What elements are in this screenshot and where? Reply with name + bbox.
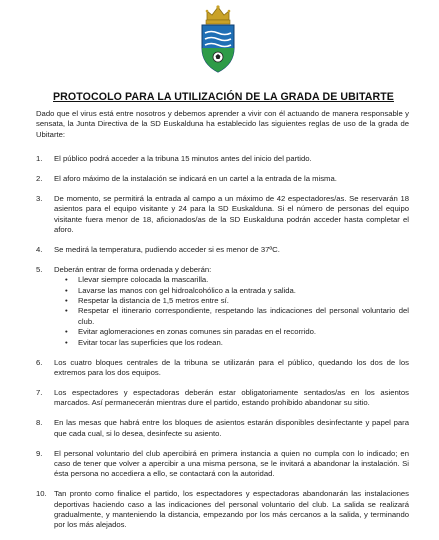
sublist-item: • Llevar siempre colocada la mascarilla. [54, 275, 409, 285]
intro-paragraph: Dado que el virus está entre nosotros y debemos aprender a vivir con él actuando de manera responsable y sensata, la Junta Directiva de la SD Euskalduna ha establecido las siguientes reglas de uso de la grada de Ubitarte: [36, 109, 409, 139]
rule-text: En las mesas que habrá entre los bloques de asientos estarán disponibles desinfectante y papel para que cada cual, si lo desea, desinfecte su asiento. [54, 418, 409, 438]
rule-text: Los cuatro bloques centrales de la tribuna se utilizarán para el público, quedando los dos de los extremos para los dos equipos. [54, 357, 409, 377]
rule-number: 2. [36, 173, 43, 183]
rule-number: 6. [36, 357, 43, 367]
rule-item [36, 418, 409, 439]
rule-item [36, 154, 409, 164]
rule-item [36, 388, 409, 409]
sublist-item: • Lavarse las manos con gel hidroalcohólico a la entrada y salida. [54, 286, 409, 296]
rule-number: 3. [36, 193, 43, 203]
rule-item [36, 265, 409, 348]
rule-sublist [54, 275, 409, 348]
rule-item [36, 245, 409, 255]
rule-item [36, 358, 409, 379]
rule-item [36, 194, 409, 236]
document-title: PROTOCOLO PARA LA UTILIZACIÓN DE LA GRADA DE UBITARTE [53, 91, 394, 103]
sublist-item: • Evitar tocar las superficies que los rodean. [54, 338, 409, 348]
sublist-item: • Respetar la distancia de 1,5 metros entre sí. [54, 296, 409, 306]
sublist-item: • Respetar el itinerario correspondiente, respetando las indicaciones del personal voluntario del club. [54, 306, 409, 327]
sublist-item: • Evitar aglomeraciones en zonas comunes sin paradas en el recorrido. [54, 327, 409, 337]
rule-text: El público podrá acceder a la tribuna 15 minutos antes del inicio del partido. [54, 154, 312, 163]
rule-text: De momento, se permitirá la entrada al campo a un máximo de 42 espectadores/as. Se reservarán 18 asientos para el equipo visitante y 24 para la SD Euskalduna. Si el número de personas del equipo visitante fuera menor de 18, aficionados/as de la SD Euskalduna podrán acceder hasta completar el aforo. [54, 193, 409, 235]
rule-text: El aforo máximo de la instalación se indicará en un cartel a la entrada de la misma. [54, 173, 337, 183]
club-crest-icon [198, 4, 238, 74]
rule-number: 8. [36, 418, 43, 428]
rule-text: Tan pronto como finalice el partido, los espectadores y espectadoras abandonarán las instalaciones deportivas haciendo caso a las indicaciones del personal voluntario del club. La salida se realizará gradualmente, y manteniendo la distancia, empezando por los más cercanos a la salida, y terminando por los más alejados. [54, 489, 409, 530]
rule-number: 4. [36, 244, 43, 254]
rule-item [36, 449, 409, 480]
rules-list [36, 154, 409, 540]
rule-text: Los espectadores y espectadoras deberán estar obligatoriamente sentados/as en los asientos marcados. Así permanecerán mientras dure el partido, estando prohibido abandonar su sitio. [54, 387, 409, 408]
rule-number: 7. [36, 387, 43, 397]
rule-number: 10. [36, 489, 47, 499]
rule-number: 9. [36, 448, 43, 458]
rule-number: 1. [36, 154, 43, 163]
rule-text: Se medirá la temperatura, pudiendo acceder si es menor de 37ºC. [54, 244, 280, 254]
rule-text: Deberán entrar de forma ordenada y deberán: [54, 264, 212, 274]
rule-number: 5. [36, 264, 43, 274]
rule-item [36, 174, 409, 184]
rule-item [36, 489, 409, 531]
rule-text: El personal voluntario del club apercibirá en primera instancia a quien no cumpla con lo indicado; en caso de tener que volver a apercibir a una misma persona, se le invitará a abandonar la instalación. Si ésta persona no accediera a ello, se contactará con la autoridad. [54, 448, 409, 479]
